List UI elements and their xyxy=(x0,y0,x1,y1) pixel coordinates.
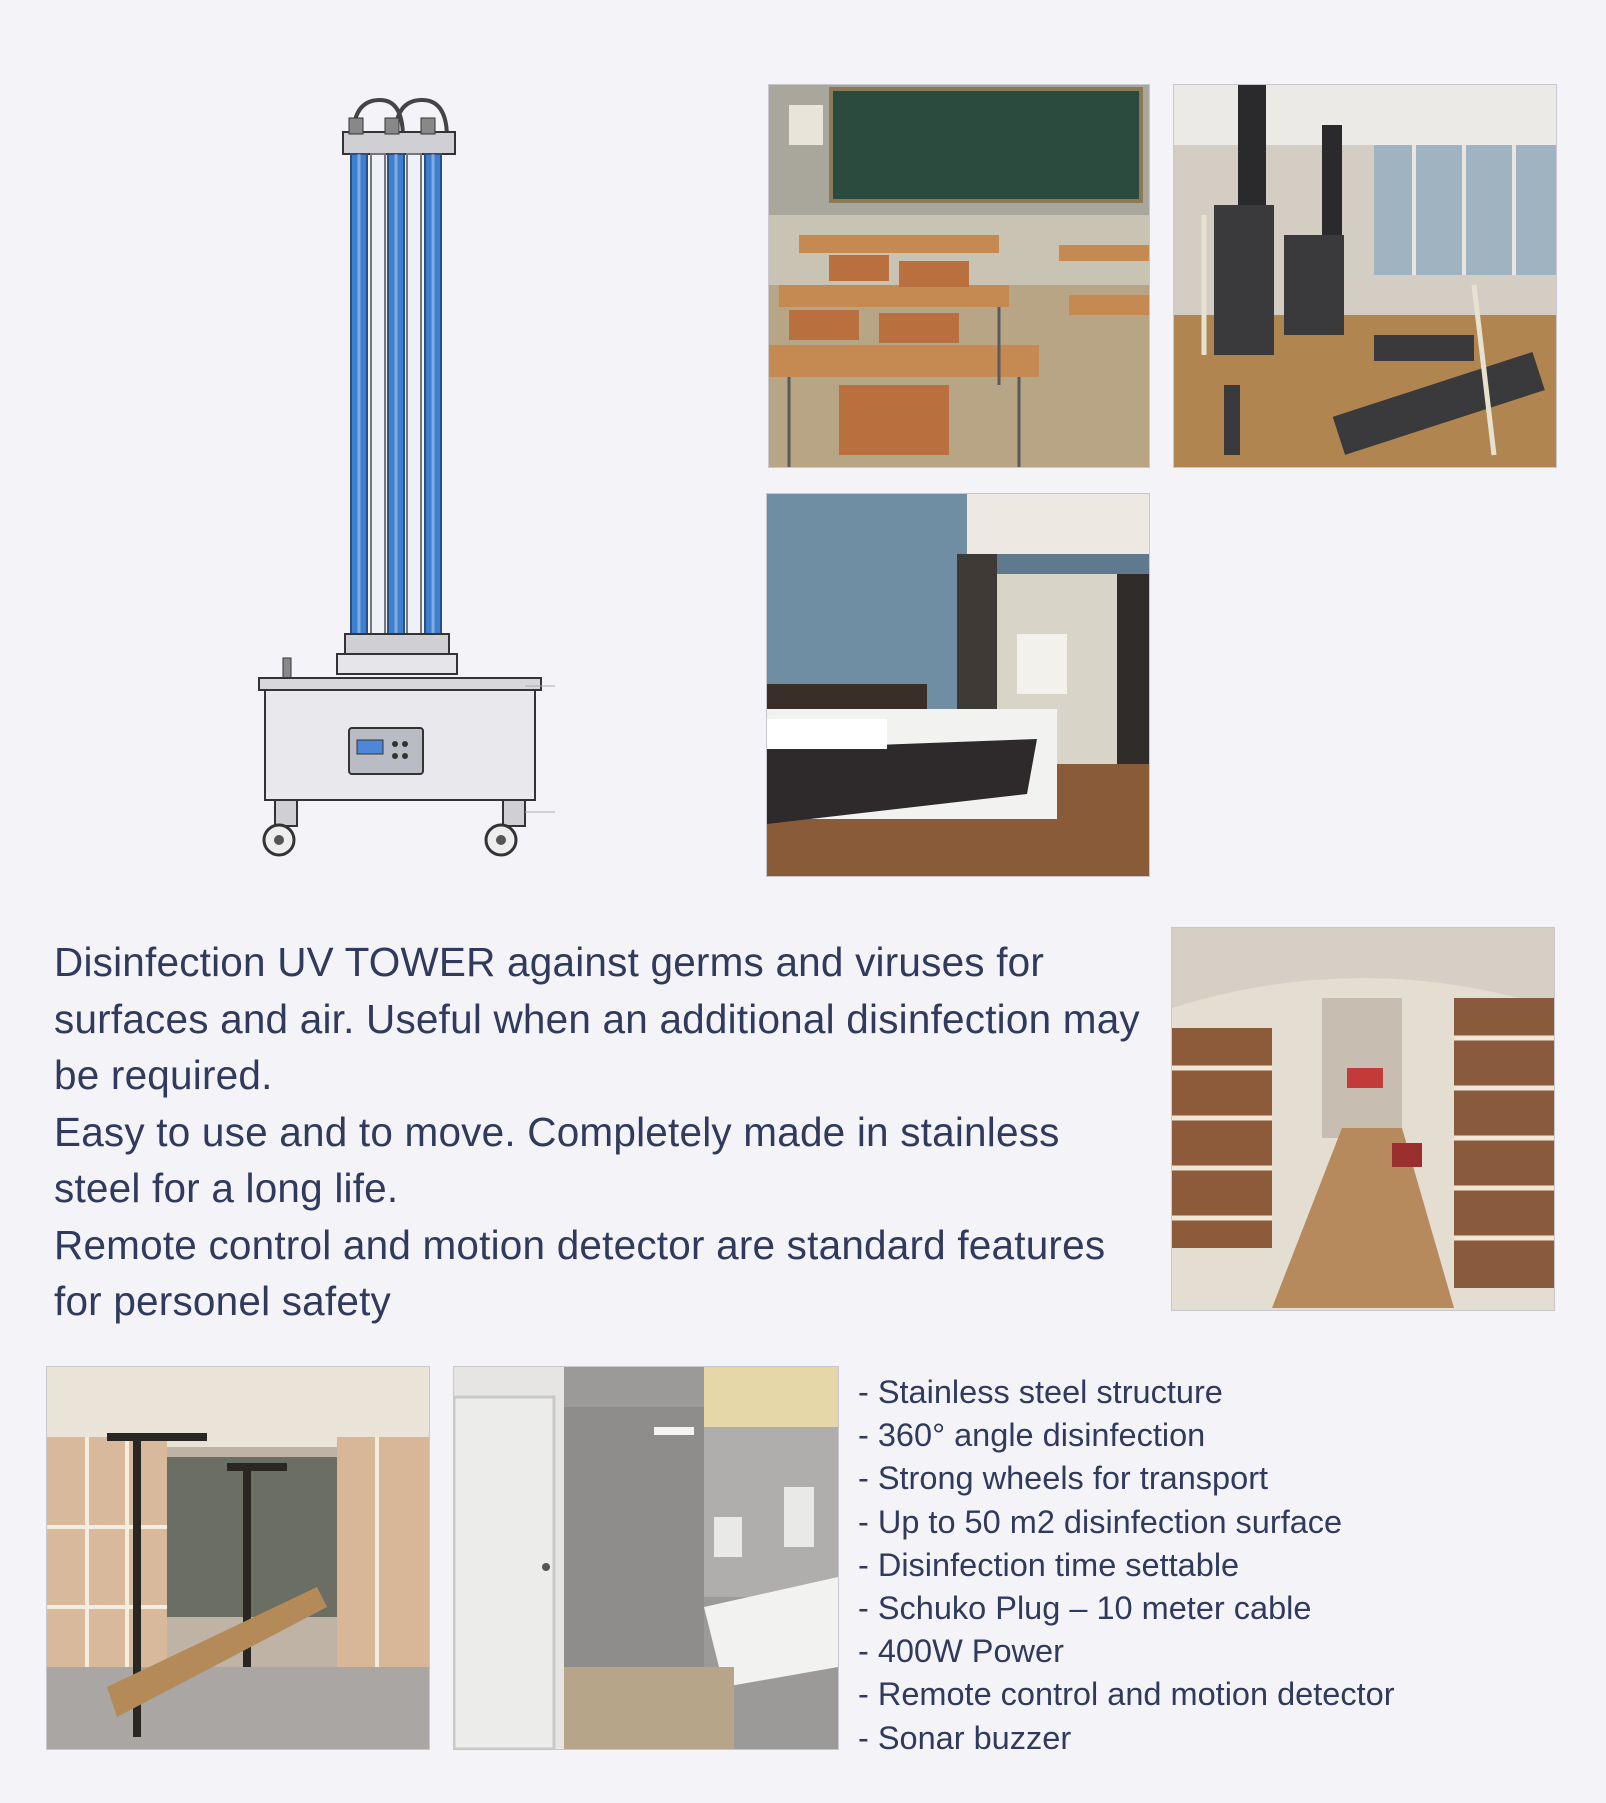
gym-photo xyxy=(1173,84,1557,468)
uv-tower-drawing xyxy=(245,88,565,888)
feature-item: - Up to 50 m2 disinfection surface xyxy=(858,1503,1343,1540)
description-paragraph: Disinfection UV TOWER against germs and viruses for surfaces and air. Useful when an additional disinfection may be required. xyxy=(54,939,1140,1098)
description-paragraph: Easy to use and to move. Completely made in stainless steel for a long life. xyxy=(54,1108,1060,1211)
locker-room-photo xyxy=(46,1366,430,1750)
feature-item: - Remote control and motion detector xyxy=(858,1676,1395,1713)
feature-item: - Disinfection time settable xyxy=(858,1546,1240,1583)
feature-item: - 360° angle disinfection xyxy=(858,1417,1206,1454)
feature-item: - 400W Power xyxy=(858,1633,1064,1670)
feature-item: - Stainless steel structure xyxy=(858,1374,1223,1410)
product-description xyxy=(54,934,1144,1330)
feature-item: - Sonar buzzer xyxy=(858,1719,1072,1756)
feature-list xyxy=(858,1371,1558,1760)
hotel-room-photo xyxy=(766,493,1150,877)
library-photo xyxy=(1171,927,1555,1311)
feature-item: - Schuko Plug – 10 meter cable xyxy=(858,1590,1312,1627)
feature-item: - Strong wheels for transport xyxy=(858,1460,1269,1497)
description-paragraph: Remote control and motion detector are standard features for personel safety xyxy=(54,1221,1106,1324)
bathroom-photo xyxy=(453,1366,839,1750)
classroom-photo xyxy=(768,84,1150,468)
